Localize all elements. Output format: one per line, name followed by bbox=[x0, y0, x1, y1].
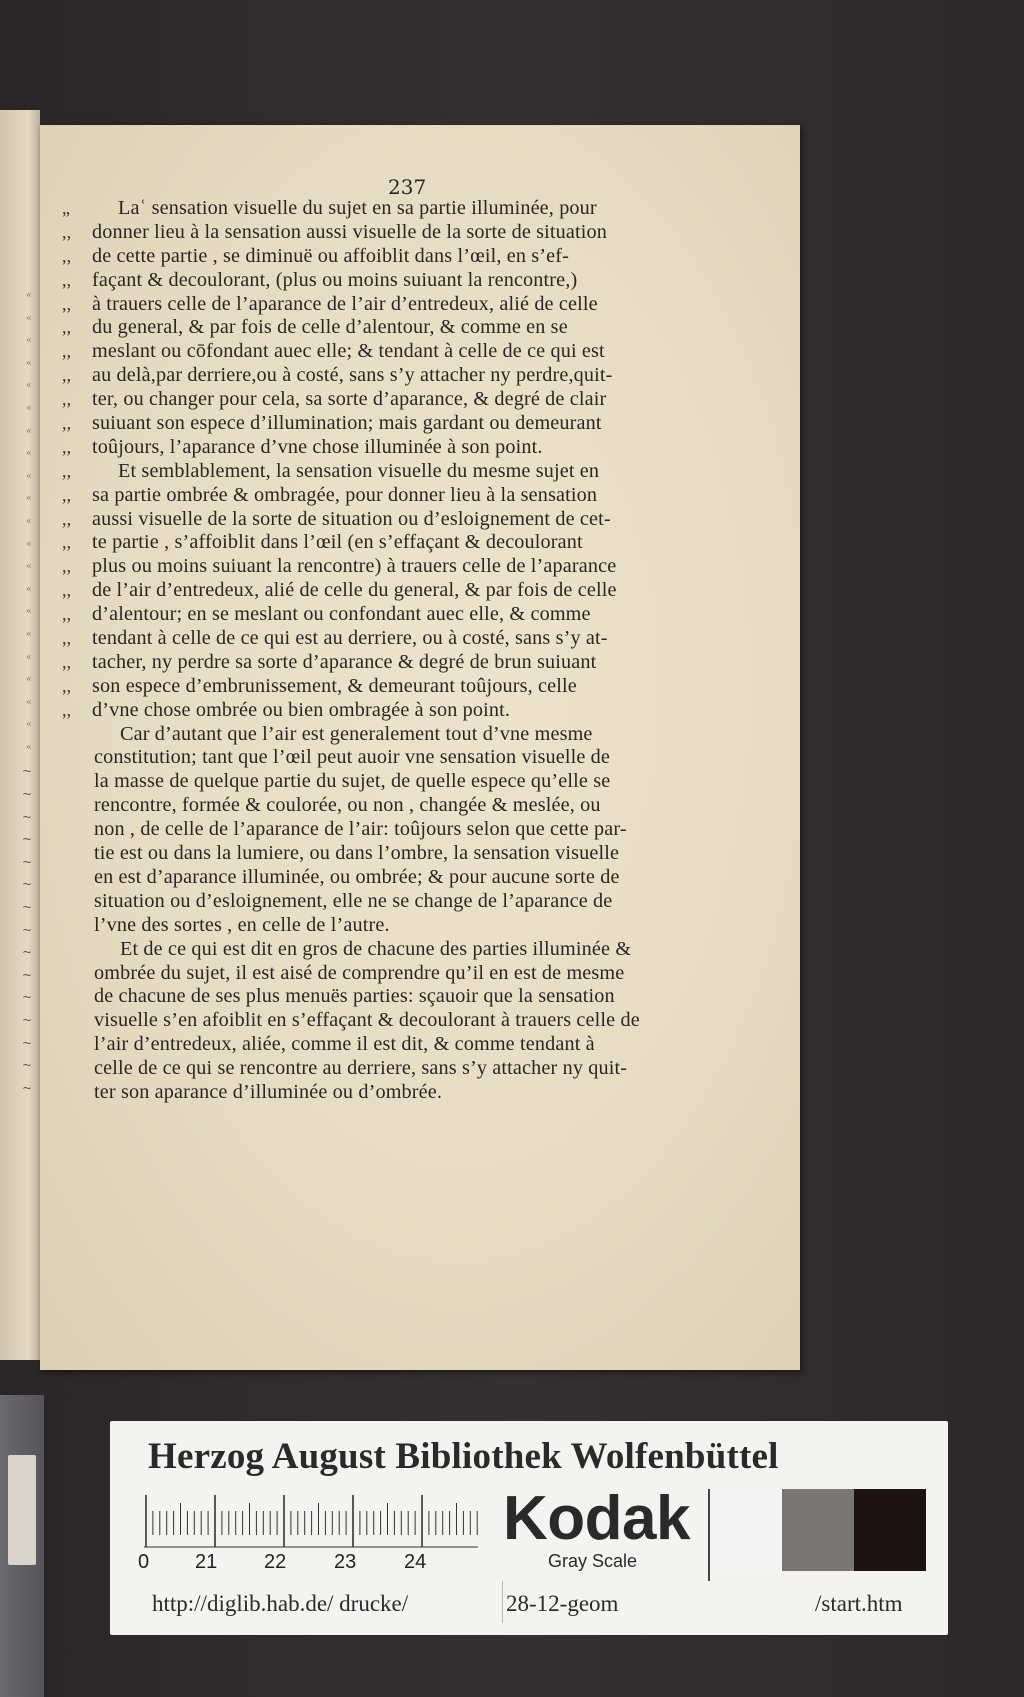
book-page bbox=[40, 125, 800, 1370]
text-line bbox=[62, 675, 722, 699]
gray-patch-mid bbox=[782, 1489, 854, 1571]
line-text: donner lieu à la sensation aussi visuelle de la sorte de situation bbox=[92, 220, 608, 243]
line-text: visuelle s’en afoiblit en s’effaçant & decoulorant à trauers celle de bbox=[94, 1009, 640, 1032]
line-text: de cette partie , se diminuë ou affoiblit dans l’œil, en s’ef- bbox=[92, 244, 570, 267]
text-line bbox=[62, 723, 722, 747]
gray-scale-label: Gray Scale bbox=[548, 1551, 638, 1571]
line-text: ter, ou changer pour cela, sa sorte d’aparance, & degré de clair bbox=[92, 388, 607, 411]
quote-mark: ,, bbox=[62, 508, 72, 529]
line-text: Et de ce qui est dit en gros de chacune des parties illuminée & bbox=[120, 937, 632, 960]
line-text: te partie , s’affoiblit dans l’œil (en s’effaçant & decoulorant bbox=[92, 531, 583, 554]
text-line bbox=[62, 1081, 722, 1105]
url-shelfmark: 28-12-geom bbox=[506, 1591, 619, 1616]
page-text bbox=[62, 197, 722, 1105]
text-line bbox=[62, 914, 722, 938]
ruler-label: 24 bbox=[404, 1551, 427, 1573]
quote-mark: ,, bbox=[62, 675, 72, 696]
text-line bbox=[62, 245, 722, 269]
line-text: son espece d’embrunissement, & demeurant toûjours, celle bbox=[92, 674, 577, 697]
line-text: l’vne des sortes , en celle de l’autre. bbox=[94, 913, 390, 936]
url-suffix: /start.htm bbox=[815, 1591, 903, 1616]
line-text: tie est ou dans la lumiere, ou dans l’ombre, la sensation visuelle bbox=[94, 842, 620, 865]
text-line bbox=[62, 269, 722, 293]
line-text: plus ou moins suiuant la rencontre) à trauers celle de l’aparance bbox=[92, 555, 617, 578]
text-line bbox=[62, 508, 722, 532]
ruler-label: 0 bbox=[138, 1551, 150, 1573]
quote-mark: ,, bbox=[62, 628, 72, 649]
strip-label bbox=[8, 1455, 36, 1565]
text-line bbox=[62, 1009, 722, 1033]
text-line bbox=[62, 221, 722, 245]
quote-mark: ,, bbox=[62, 580, 72, 601]
url-separator bbox=[502, 1581, 503, 1623]
text-line bbox=[62, 1057, 722, 1081]
ruler-labels bbox=[138, 1551, 458, 1577]
quote-mark: ,, bbox=[62, 699, 72, 720]
text-line bbox=[62, 460, 722, 484]
text-line bbox=[62, 746, 722, 770]
quote-mark: ,, bbox=[62, 293, 72, 314]
measurement-ruler bbox=[140, 1495, 482, 1549]
quote-mark: ,, bbox=[62, 365, 72, 386]
line-text: Car d’autant que l’air est generalement tout d’vne mesme bbox=[120, 722, 593, 745]
text-line bbox=[62, 364, 722, 388]
line-text: ter son aparance d’illuminée ou d’ombrée. bbox=[94, 1080, 443, 1103]
text-line bbox=[62, 699, 722, 723]
line-text: Laʿ sensation visuelle du sujet en sa partie illuminée, pour bbox=[118, 197, 597, 219]
quote-mark: ,, bbox=[62, 436, 72, 457]
text-line bbox=[62, 412, 722, 436]
line-text: façant & decoulorant, (plus ou moins suiuant la rencontre,) bbox=[92, 268, 578, 291]
ruler-label: 21 bbox=[195, 1551, 218, 1573]
quote-mark: ,, bbox=[62, 556, 72, 577]
line-text: d’vne chose ombrée ou bien ombragée à son point. bbox=[92, 698, 511, 721]
text-line bbox=[62, 818, 722, 842]
text-line bbox=[62, 651, 722, 675]
text-line bbox=[62, 985, 722, 1009]
scan-target-card bbox=[110, 1421, 948, 1635]
line-text: du general, & par fois de celle d’alentour, & comme en se bbox=[92, 316, 568, 339]
text-line bbox=[62, 890, 722, 914]
gray-patch-dark bbox=[854, 1489, 926, 1571]
text-line bbox=[62, 340, 722, 364]
line-text: celle de ce qui se rencontre au derriere, sans s’y attacher ny quit- bbox=[94, 1057, 628, 1080]
line-text: tendant à celle de ce qui est au derriere, ou à costé, sans s’y at- bbox=[92, 627, 608, 650]
quote-mark: ,, bbox=[62, 389, 72, 410]
ruler-label: 23 bbox=[334, 1551, 357, 1573]
line-text: au delà,par derriere,ou à costé, sans s’y attacher ny perdre,quit- bbox=[92, 364, 613, 387]
line-text: tacher, ny perdre sa sorte d’aparance & degré de brun suiuant bbox=[92, 650, 597, 673]
color-strip-edge bbox=[0, 1395, 44, 1697]
text-line bbox=[62, 484, 722, 508]
text-line bbox=[62, 293, 722, 317]
gray-patch-divider bbox=[708, 1489, 710, 1581]
quote-mark: ,, bbox=[62, 651, 72, 672]
text-line bbox=[62, 531, 722, 555]
gray-patch-light bbox=[712, 1489, 782, 1571]
line-text: toûjours, l’aparance d’vne chose illuminée à son point. bbox=[92, 435, 543, 458]
page-number: 237 bbox=[388, 175, 427, 199]
quote-mark: ,, bbox=[62, 484, 72, 505]
quote-mark: ,, bbox=[62, 317, 72, 338]
text-line bbox=[62, 938, 722, 962]
text-line bbox=[62, 866, 722, 890]
line-text: non , de celle de l’aparance de l’air: toûjours selon que cette par- bbox=[94, 818, 627, 841]
line-text: rencontre, formée & coulorée, ou non , changée & meslée, ou bbox=[94, 794, 601, 817]
quote-mark: ,, bbox=[62, 460, 72, 481]
text-line bbox=[62, 842, 722, 866]
text-line bbox=[62, 197, 722, 221]
line-text: à trauers celle de l’aparance de l’air d’entredeux, alié de celle bbox=[92, 292, 598, 315]
quote-mark: „ bbox=[62, 198, 71, 218]
kodak-logo: Kodak bbox=[503, 1484, 690, 1553]
text-line bbox=[62, 555, 722, 579]
text-line bbox=[62, 770, 722, 794]
text-line bbox=[62, 579, 722, 603]
text-line bbox=[62, 603, 722, 627]
line-text: suiuant son espece d’illumination; mais gardant ou demeurant bbox=[92, 412, 602, 435]
text-line bbox=[62, 388, 722, 412]
text-line bbox=[62, 962, 722, 986]
quote-mark: ,, bbox=[62, 269, 72, 290]
line-text: situation ou d’esloignement, elle ne se change de l’aparance de bbox=[94, 889, 613, 912]
line-text: ombrée du sujet, il est aisé de comprendre qu’il en est de mesme bbox=[94, 961, 625, 984]
text-line bbox=[62, 794, 722, 818]
quote-mark: ,, bbox=[62, 341, 72, 362]
url-base: http://diglib.hab.de/ drucke/ bbox=[152, 1591, 409, 1616]
line-text: aussi visuelle de la sorte de situation ou d’esloignement de cet- bbox=[92, 507, 611, 530]
line-text: meslant ou cōfondant auec elle; & tendant à celle de ce qui est bbox=[92, 340, 605, 363]
line-text: l’air d’entredeux, aliée, comme il est dit, & comme tendant à bbox=[94, 1033, 595, 1056]
line-text: constitution; tant que l’œil peut auoir vne sensation visuelle de bbox=[94, 746, 611, 769]
line-text: de chacune de ses plus menuës parties: sçauoir que la sensation bbox=[94, 985, 615, 1008]
quote-mark: ,, bbox=[62, 221, 72, 242]
line-text: d’alentour; en se meslant ou confondant auec elle, & comme bbox=[92, 603, 591, 626]
text-line bbox=[62, 316, 722, 340]
ruler-ticks bbox=[140, 1495, 482, 1549]
facing-page-edge bbox=[0, 110, 40, 1360]
text-line bbox=[62, 627, 722, 651]
line-text: la masse de quelque partie du sujet, de quelle espece qu’elle se bbox=[94, 770, 611, 793]
facing-page-gutter-marks: « « « « « « « « « « « « « « « « « « « « « ~ ~ ~ ~ ~ ~ ~ ~ ~ ~ ~ ~ ~ ~ ~ bbox=[21, 290, 32, 1095]
text-line bbox=[62, 436, 722, 460]
line-text: Et semblablement, la sensation visuelle du mesme sujet en bbox=[118, 459, 600, 482]
line-text: de l’air d’entredeux, alié de celle du general, & par fois de celle bbox=[92, 579, 617, 602]
quote-mark: ,, bbox=[62, 413, 72, 434]
line-text: en est d’aparance illuminée, ou ombrée; & pour aucune sorte de bbox=[94, 865, 620, 888]
library-name: Herzog August Bibliothek Wolfenbüttel bbox=[148, 1436, 779, 1477]
quote-mark: ,, bbox=[62, 604, 72, 625]
text-line bbox=[62, 1033, 722, 1057]
line-text: sa partie ombrée & ombragée, pour donner lieu à la sensation bbox=[92, 483, 598, 506]
quote-mark: ,, bbox=[62, 245, 72, 266]
quote-mark: ,, bbox=[62, 532, 72, 553]
ruler-label: 22 bbox=[264, 1551, 287, 1573]
